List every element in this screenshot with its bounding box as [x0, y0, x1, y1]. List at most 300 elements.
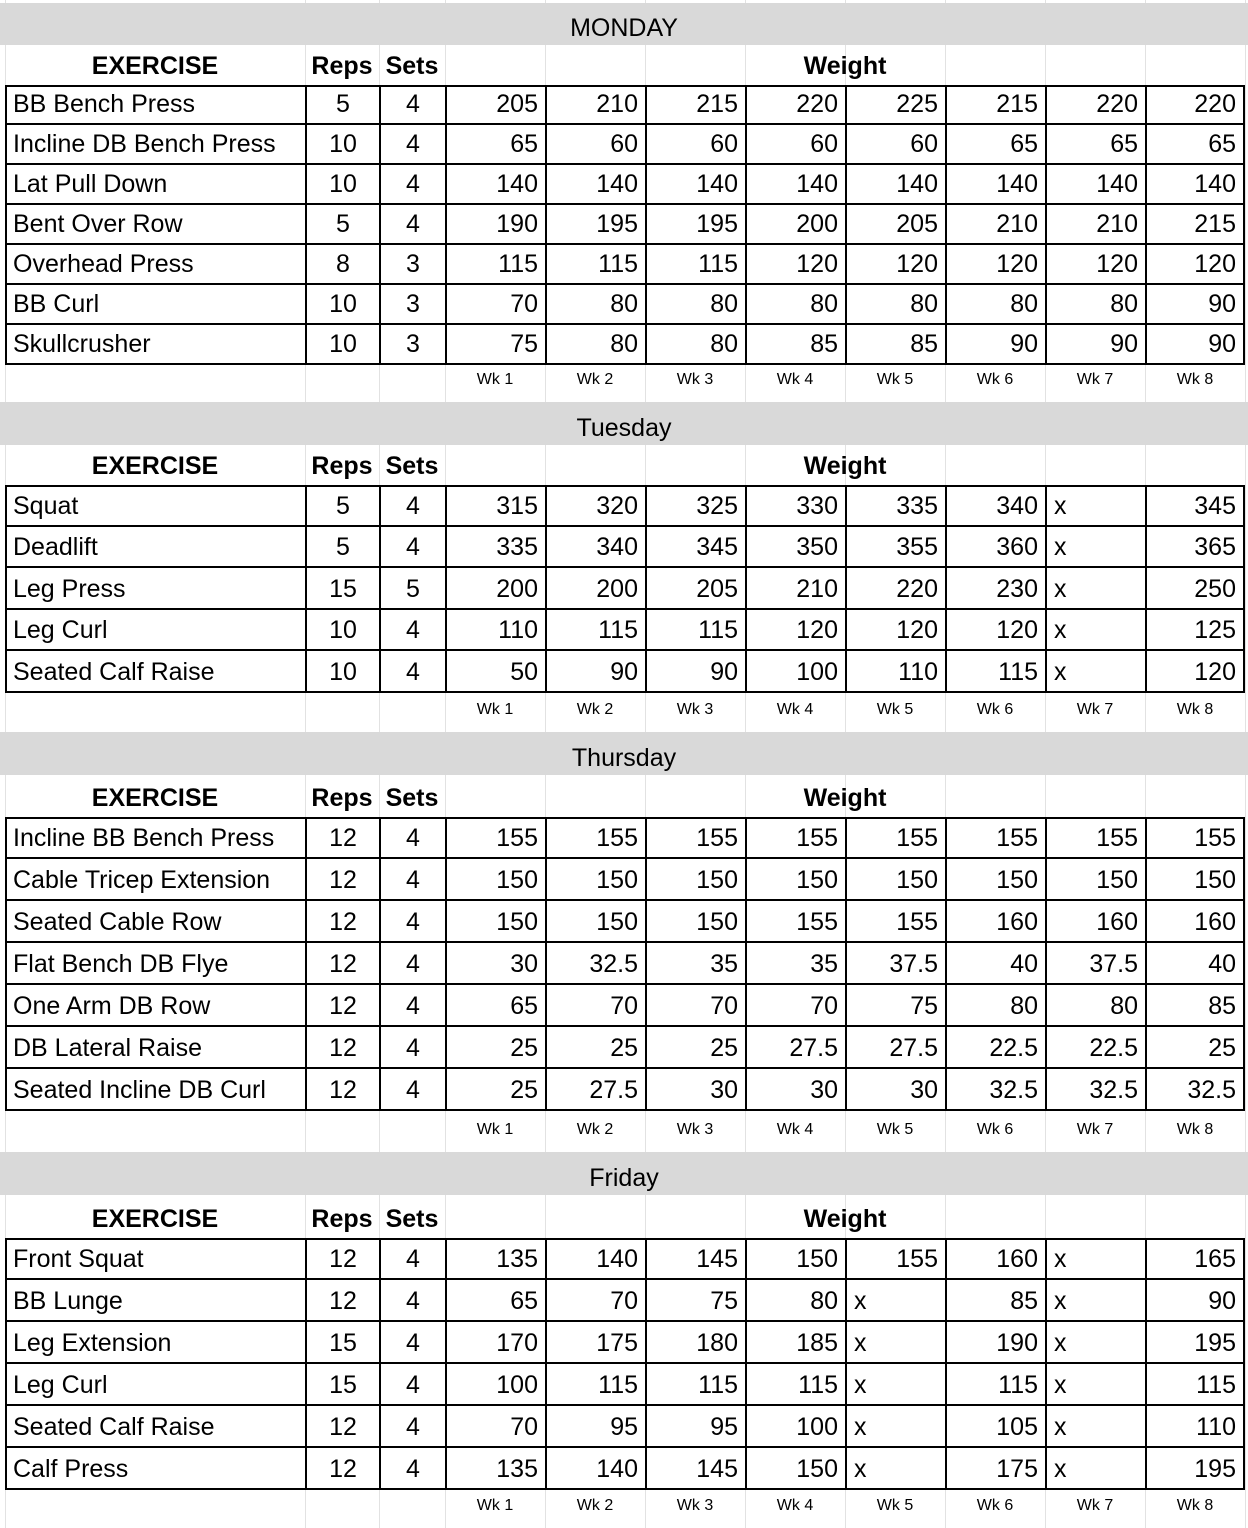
weight-cell-wk3[interactable]: 145	[645, 1238, 745, 1280]
weight-cell-wk7[interactable]: x	[1045, 568, 1145, 610]
weight-cell-wk2[interactable]: 95	[545, 1406, 645, 1448]
reps-cell[interactable]: 12	[305, 1238, 379, 1280]
sets-cell[interactable]: 4	[379, 610, 445, 652]
gridline	[1245, 1027, 1246, 1069]
weight-cell-wk5[interactable]: 30	[845, 1069, 945, 1111]
weight-cell-wk6[interactable]: 150	[945, 859, 1045, 901]
exercise-cell[interactable]: BB Bench Press	[5, 85, 305, 125]
exercise-cell[interactable]: Seated Calf Raise	[5, 651, 305, 693]
weight-cell-wk3[interactable]: 75	[645, 1280, 745, 1322]
reps-cell[interactable]: 12	[305, 1448, 379, 1490]
weight-cell-wk8[interactable]: 90	[1145, 325, 1245, 365]
weight-cell-wk5[interactable]: 150	[845, 859, 945, 901]
weight-cell-wk4[interactable]: 330	[745, 485, 845, 527]
weight-cell-wk5[interactable]: 37.5	[845, 943, 945, 985]
day-title: Thursday	[571, 744, 677, 772]
column-header-row	[0, 775, 1248, 817]
weight-cell-wk5[interactable]: x	[845, 1364, 945, 1406]
sets-cell[interactable]: 4	[379, 527, 445, 569]
week-label: Wk 3	[676, 1497, 714, 1514]
weight-cell-wk5[interactable]: 155	[845, 1238, 945, 1280]
weight-cell-wk8[interactable]: 115	[1145, 1364, 1245, 1406]
weight-cell-wk4[interactable]: 70	[745, 985, 845, 1027]
table-row	[0, 651, 1248, 693]
exercise-cell[interactable]: Deadlift	[5, 527, 305, 569]
weight-cell-wk5[interactable]: 335	[845, 485, 945, 527]
sets-cell[interactable]: 3	[379, 245, 445, 285]
weight-cell-wk5[interactable]: 155	[845, 817, 945, 859]
sets-cell[interactable]: 3	[379, 325, 445, 365]
weight-cell-wk6[interactable]: 80	[945, 285, 1045, 325]
weight-cell-wk8[interactable]: 365	[1145, 527, 1245, 569]
reps-cell[interactable]: 5	[305, 527, 379, 569]
weight-cell-wk1[interactable]: 115	[445, 245, 545, 285]
weight-cell-wk3[interactable]: 80	[645, 325, 745, 365]
weight-cell-wk7[interactable]: 22.5	[1045, 1027, 1145, 1069]
weight-cell-wk2[interactable]: 140	[545, 165, 645, 205]
weight-cell-wk3[interactable]: 25	[645, 1027, 745, 1069]
weight-cell-wk2[interactable]: 200	[545, 568, 645, 610]
gridline	[1245, 901, 1246, 943]
weight-cell-wk7[interactable]: 65	[1045, 125, 1145, 165]
reps-cell[interactable]: 10	[305, 651, 379, 693]
weight-cell-wk4[interactable]: 115	[745, 1364, 845, 1406]
weight-cell-wk3[interactable]: 150	[645, 901, 745, 943]
weight-cell-wk5[interactable]: 27.5	[845, 1027, 945, 1069]
weight-cell-wk7[interactable]: 155	[1045, 817, 1145, 859]
weight-cell-wk2[interactable]: 60	[545, 125, 645, 165]
weight-cell-wk4[interactable]: 85	[745, 325, 845, 365]
sets-cell[interactable]: 4	[379, 943, 445, 985]
weight-cell-wk3[interactable]: 145	[645, 1448, 745, 1490]
weight-cell-wk3[interactable]: 90	[645, 651, 745, 693]
weight-cell-wk6[interactable]: 175	[945, 1448, 1045, 1490]
weight-cell-wk1[interactable]: 315	[445, 485, 545, 527]
weight-cell-wk6[interactable]: 230	[945, 568, 1045, 610]
day-header-band	[0, 3, 1248, 45]
weight-cell-wk1[interactable]: 75	[445, 325, 545, 365]
weight-cell-wk8[interactable]: 140	[1145, 165, 1245, 205]
weight-cell-wk4[interactable]: 155	[745, 901, 845, 943]
weight-cell-wk4[interactable]: 185	[745, 1322, 845, 1364]
weight-cell-wk3[interactable]: 80	[645, 285, 745, 325]
exercise-cell[interactable]: Front Squat	[5, 1238, 305, 1280]
exercise-cell[interactable]: Leg Curl	[5, 1364, 305, 1406]
weight-cell-wk2[interactable]: 195	[545, 205, 645, 245]
weight-cell-wk8[interactable]: 120	[1145, 651, 1245, 693]
sets-cell[interactable]: 4	[379, 1280, 445, 1322]
weight-cell-wk1[interactable]: 150	[445, 901, 545, 943]
weight-cell-wk3[interactable]: 30	[645, 1069, 745, 1111]
reps-cell[interactable]: 12	[305, 1027, 379, 1069]
weight-cell-wk6[interactable]: 22.5	[945, 1027, 1045, 1069]
sets-cell[interactable]: 4	[379, 901, 445, 943]
weight-cell-wk7[interactable]: x	[1045, 1280, 1145, 1322]
sets-cell[interactable]: 4	[379, 125, 445, 165]
exercise-cell[interactable]: Overhead Press	[5, 245, 305, 285]
weight-cell-wk6[interactable]: 340	[945, 485, 1045, 527]
weight-cell-wk5[interactable]: 120	[845, 245, 945, 285]
sets-cell[interactable]: 4	[379, 205, 445, 245]
sets-cell[interactable]: 4	[379, 1322, 445, 1364]
weight-cell-wk6[interactable]: 85	[945, 1280, 1045, 1322]
weight-cell-wk2[interactable]: 70	[545, 985, 645, 1027]
weight-cell-wk8[interactable]: 220	[1145, 85, 1245, 125]
weight-cell-wk1[interactable]: 140	[445, 165, 545, 205]
reps-cell[interactable]: 12	[305, 1406, 379, 1448]
reps-cell[interactable]: 8	[305, 245, 379, 285]
sets-cell[interactable]: 3	[379, 285, 445, 325]
exercise-cell[interactable]: Lat Pull Down	[5, 165, 305, 205]
weight-cell-wk1[interactable]: 100	[445, 1364, 545, 1406]
sets-cell[interactable]: 4	[379, 85, 445, 125]
weight-cell-wk3[interactable]: 115	[645, 245, 745, 285]
weight-cell-wk6[interactable]: 32.5	[945, 1069, 1045, 1111]
weight-cell-wk2[interactable]: 150	[545, 859, 645, 901]
reps-cell[interactable]: 10	[305, 325, 379, 365]
weight-cell-wk5[interactable]: 60	[845, 125, 945, 165]
weight-cell-wk4[interactable]: 200	[745, 205, 845, 245]
sets-cell[interactable]: 4	[379, 1069, 445, 1111]
weight-cell-wk8[interactable]: 120	[1145, 245, 1245, 285]
weight-cell-wk5[interactable]: 205	[845, 205, 945, 245]
weight-cell-wk3[interactable]: 150	[645, 859, 745, 901]
weight-cell-wk7[interactable]: 90	[1045, 325, 1145, 365]
weight-cell-wk5[interactable]: 155	[845, 901, 945, 943]
exercise-cell[interactable]: DB Lateral Raise	[5, 1027, 305, 1069]
exercise-cell[interactable]: Cable Tricep Extension	[5, 859, 305, 901]
weight-cell-wk7[interactable]: x	[1045, 527, 1145, 569]
exercise-cell[interactable]: Incline DB Bench Press	[5, 125, 305, 165]
weight-cell-wk8[interactable]: 110	[1145, 1406, 1245, 1448]
weight-cell-wk5[interactable]: x	[845, 1448, 945, 1490]
exercise-cell[interactable]: Leg Extension	[5, 1322, 305, 1364]
reps-cell[interactable]: 12	[305, 817, 379, 859]
weight-cell-wk7[interactable]: 220	[1045, 85, 1145, 125]
sets-cell[interactable]: 5	[379, 568, 445, 610]
weight-cell-wk1[interactable]: 25	[445, 1027, 545, 1069]
weight-cell-wk1[interactable]: 25	[445, 1069, 545, 1111]
weight-cell-wk1[interactable]: 150	[445, 859, 545, 901]
reps-cell[interactable]: 15	[305, 1364, 379, 1406]
weight-cell-wk2[interactable]: 210	[545, 85, 645, 125]
weight-cell-wk2[interactable]: 140	[545, 1238, 645, 1280]
reps-cell[interactable]: 10	[305, 285, 379, 325]
exercise-header: EXERCISE	[91, 1205, 219, 1233]
weight-cell-wk6[interactable]: 210	[945, 205, 1045, 245]
weight-cell-wk6[interactable]: 105	[945, 1406, 1045, 1448]
weight-cell-wk1[interactable]: 110	[445, 610, 545, 652]
weight-cell-wk3[interactable]: 325	[645, 485, 745, 527]
weight-cell-wk2[interactable]: 115	[545, 1364, 645, 1406]
weight-cell-wk1[interactable]: 65	[445, 985, 545, 1027]
sets-cell[interactable]: 4	[379, 859, 445, 901]
weight-cell-wk3[interactable]: 95	[645, 1406, 745, 1448]
weight-cell-wk7[interactable]: x	[1045, 1322, 1145, 1364]
weight-cell-wk1[interactable]: 65	[445, 1280, 545, 1322]
weight-cell-wk4[interactable]: 210	[745, 568, 845, 610]
exercise-header: EXERCISE	[91, 452, 219, 480]
gridline	[305, 693, 306, 732]
exercise-cell[interactable]: Leg Press	[5, 568, 305, 610]
weight-cell-wk3[interactable]: 180	[645, 1322, 745, 1364]
weight-cell-wk5[interactable]: 85	[845, 325, 945, 365]
exercise-cell[interactable]: BB Curl	[5, 285, 305, 325]
weight-cell-wk2[interactable]: 25	[545, 1027, 645, 1069]
weight-cell-wk4[interactable]: 150	[745, 859, 845, 901]
weight-cell-wk5[interactable]: x	[845, 1280, 945, 1322]
exercise-cell[interactable]: Leg Curl	[5, 610, 305, 652]
weight-cell-wk1[interactable]: 205	[445, 85, 545, 125]
weight-cell-wk7[interactable]: x	[1045, 1406, 1145, 1448]
weight-cell-wk4[interactable]: 60	[745, 125, 845, 165]
weight-cell-wk8[interactable]: 195	[1145, 1322, 1245, 1364]
weight-cell-wk4[interactable]: 155	[745, 817, 845, 859]
weight-cell-wk3[interactable]: 115	[645, 1364, 745, 1406]
weight-cell-wk4[interactable]: 80	[745, 1280, 845, 1322]
weight-cell-wk1[interactable]: 70	[445, 1406, 545, 1448]
exercise-cell[interactable]: Flat Bench DB Flye	[5, 943, 305, 985]
weight-cell-wk2[interactable]: 320	[545, 485, 645, 527]
weight-cell-wk1[interactable]: 170	[445, 1322, 545, 1364]
weight-cell-wk8[interactable]: 155	[1145, 817, 1245, 859]
reps-cell[interactable]: 12	[305, 943, 379, 985]
reps-cell[interactable]: 12	[305, 901, 379, 943]
weight-cell-wk8[interactable]: 150	[1145, 859, 1245, 901]
weight-cell-wk3[interactable]: 140	[645, 165, 745, 205]
exercise-cell[interactable]: Incline BB Bench Press	[5, 817, 305, 859]
weight-cell-wk4[interactable]: 120	[745, 245, 845, 285]
table-row	[0, 985, 1248, 1027]
weight-cell-wk1[interactable]: 50	[445, 651, 545, 693]
weight-cell-wk3[interactable]: 60	[645, 125, 745, 165]
weight-cell-wk5[interactable]: 140	[845, 165, 945, 205]
weight-cell-wk8[interactable]: 195	[1145, 1448, 1245, 1490]
weight-cell-wk6[interactable]: 120	[945, 610, 1045, 652]
gridline	[1245, 325, 1246, 365]
weight-cell-wk4[interactable]: 150	[745, 1238, 845, 1280]
reps-cell[interactable]: 10	[305, 125, 379, 165]
weight-cell-wk3[interactable]: 195	[645, 205, 745, 245]
weight-cell-wk1[interactable]: 135	[445, 1448, 545, 1490]
weight-cell-wk7[interactable]: x	[1045, 485, 1145, 527]
weight-cell-wk8[interactable]: 165	[1145, 1238, 1245, 1280]
exercise-cell[interactable]: Skullcrusher	[5, 325, 305, 365]
weight-cell-wk8[interactable]: 40	[1145, 943, 1245, 985]
weight-cell-wk8[interactable]: 90	[1145, 285, 1245, 325]
gridline	[1245, 1280, 1246, 1322]
reps-cell[interactable]: 10	[305, 165, 379, 205]
weight-cell-wk1[interactable]: 190	[445, 205, 545, 245]
weight-cell-wk3[interactable]: 155	[645, 817, 745, 859]
weight-cell-wk1[interactable]: 70	[445, 285, 545, 325]
sets-cell[interactable]: 4	[379, 985, 445, 1027]
sets-cell[interactable]: 4	[379, 651, 445, 693]
weight-cell-wk6[interactable]: 140	[945, 165, 1045, 205]
sets-cell[interactable]: 4	[379, 1027, 445, 1069]
sets-cell[interactable]: 4	[379, 485, 445, 527]
weight-cell-wk1[interactable]: 335	[445, 527, 545, 569]
reps-cell[interactable]: 15	[305, 568, 379, 610]
weight-cell-wk1[interactable]: 200	[445, 568, 545, 610]
weight-cell-wk4[interactable]: 140	[745, 165, 845, 205]
weight-cell-wk4[interactable]: 100	[745, 651, 845, 693]
weight-cell-wk4[interactable]: 100	[745, 1406, 845, 1448]
weight-cell-wk8[interactable]: 250	[1145, 568, 1245, 610]
weight-cell-wk6[interactable]: 80	[945, 985, 1045, 1027]
weight-cell-wk1[interactable]: 30	[445, 943, 545, 985]
weight-cell-wk8[interactable]: 90	[1145, 1280, 1245, 1322]
weight-cell-wk2[interactable]: 140	[545, 1448, 645, 1490]
week-label: Wk 4	[776, 1121, 814, 1138]
exercise-cell[interactable]: Seated Cable Row	[5, 901, 305, 943]
table-row	[0, 1069, 1248, 1111]
weight-cell-wk1[interactable]: 65	[445, 125, 545, 165]
weight-cell-wk4[interactable]: 150	[745, 1448, 845, 1490]
weight-cell-wk7[interactable]: 140	[1045, 165, 1145, 205]
weight-cell-wk7[interactable]: 160	[1045, 901, 1145, 943]
weight-cell-wk8[interactable]: 65	[1145, 125, 1245, 165]
weight-cell-wk2[interactable]: 80	[545, 285, 645, 325]
weight-cell-wk5[interactable]: x	[845, 1322, 945, 1364]
weight-cell-wk8[interactable]: 215	[1145, 205, 1245, 245]
sets-cell[interactable]: 4	[379, 165, 445, 205]
weight-cell-wk6[interactable]: 120	[945, 245, 1045, 285]
weight-cell-wk3[interactable]: 205	[645, 568, 745, 610]
week-label: Wk 7	[1076, 701, 1114, 718]
weight-cell-wk3[interactable]: 70	[645, 985, 745, 1027]
weight-cell-wk7[interactable]: 120	[1045, 245, 1145, 285]
weight-cell-wk2[interactable]: 32.5	[545, 943, 645, 985]
weight-cell-wk7[interactable]: x	[1045, 1238, 1145, 1280]
weight-cell-wk5[interactable]: 355	[845, 527, 945, 569]
reps-cell[interactable]: 10	[305, 610, 379, 652]
weight-cell-wk8[interactable]: 125	[1145, 610, 1245, 652]
weight-cell-wk2[interactable]: 115	[545, 245, 645, 285]
weight-header: Weight	[803, 784, 887, 812]
weight-cell-wk2[interactable]: 80	[545, 325, 645, 365]
reps-cell[interactable]: 12	[305, 985, 379, 1027]
exercise-cell[interactable]: Seated Incline DB Curl	[5, 1069, 305, 1111]
weight-cell-wk6[interactable]: 190	[945, 1322, 1045, 1364]
exercise-cell[interactable]: Bent Over Row	[5, 205, 305, 245]
weight-cell-wk5[interactable]: 225	[845, 85, 945, 125]
weight-cell-wk3[interactable]: 215	[645, 85, 745, 125]
weight-cell-wk8[interactable]: 85	[1145, 985, 1245, 1027]
weight-cell-wk4[interactable]: 120	[745, 610, 845, 652]
weight-cell-wk6[interactable]: 40	[945, 943, 1045, 985]
weight-cell-wk7[interactable]: x	[1045, 610, 1145, 652]
weight-cell-wk7[interactable]: x	[1045, 1364, 1145, 1406]
weight-cell-wk5[interactable]: 80	[845, 285, 945, 325]
weight-cell-wk6[interactable]: 215	[945, 85, 1045, 125]
weight-cell-wk4[interactable]: 220	[745, 85, 845, 125]
weight-cell-wk7[interactable]: x	[1045, 1448, 1145, 1490]
weight-cell-wk6[interactable]: 90	[945, 325, 1045, 365]
weight-cell-wk6[interactable]: 115	[945, 651, 1045, 693]
exercise-cell[interactable]: One Arm DB Row	[5, 985, 305, 1027]
reps-cell[interactable]: 5	[305, 205, 379, 245]
weight-cell-wk5[interactable]: 75	[845, 985, 945, 1027]
weight-cell-wk2[interactable]: 150	[545, 901, 645, 943]
weight-header: Weight	[803, 52, 887, 80]
weight-cell-wk5[interactable]: 120	[845, 610, 945, 652]
weight-cell-wk5[interactable]: 110	[845, 651, 945, 693]
weight-cell-wk1[interactable]: 135	[445, 1238, 545, 1280]
weight-cell-wk2[interactable]: 155	[545, 817, 645, 859]
gridline	[1245, 1111, 1246, 1152]
weight-cell-wk7[interactable]: 210	[1045, 205, 1145, 245]
weight-cell-wk5[interactable]: 220	[845, 568, 945, 610]
weight-cell-wk7[interactable]: x	[1045, 651, 1145, 693]
weight-cell-wk2[interactable]: 27.5	[545, 1069, 645, 1111]
sets-cell[interactable]: 4	[379, 1364, 445, 1406]
weight-cell-wk1[interactable]: 155	[445, 817, 545, 859]
reps-cell[interactable]: 12	[305, 1280, 379, 1322]
sets-cell[interactable]: 4	[379, 1238, 445, 1280]
weight-cell-wk4[interactable]: 27.5	[745, 1027, 845, 1069]
exercise-cell[interactable]: Seated Calf Raise	[5, 1406, 305, 1448]
weight-cell-wk6[interactable]: 115	[945, 1364, 1045, 1406]
weight-cell-wk8[interactable]: 160	[1145, 901, 1245, 943]
reps-cell[interactable]: 15	[305, 1322, 379, 1364]
weight-cell-wk2[interactable]: 175	[545, 1322, 645, 1364]
weight-cell-wk4[interactable]: 30	[745, 1069, 845, 1111]
day-title: MONDAY	[570, 14, 678, 42]
table-row	[0, 943, 1248, 985]
weight-cell-wk5[interactable]: x	[845, 1406, 945, 1448]
weight-cell-wk2[interactable]: 115	[545, 610, 645, 652]
weight-cell-wk2[interactable]: 340	[545, 527, 645, 569]
week-label: Wk 3	[676, 701, 714, 718]
weight-cell-wk8[interactable]: 25	[1145, 1027, 1245, 1069]
weight-cell-wk7[interactable]: 37.5	[1045, 943, 1145, 985]
reps-cell[interactable]: 5	[305, 85, 379, 125]
weight-cell-wk7[interactable]: 32.5	[1045, 1069, 1145, 1111]
exercise-cell[interactable]: Squat	[5, 485, 305, 527]
table-row	[0, 901, 1248, 943]
weight-cell-wk8[interactable]: 32.5	[1145, 1069, 1245, 1111]
weight-cell-wk2[interactable]: 90	[545, 651, 645, 693]
weight-cell-wk3[interactable]: 115	[645, 610, 745, 652]
weight-cell-wk8[interactable]: 345	[1145, 485, 1245, 527]
weight-cell-wk2[interactable]: 70	[545, 1280, 645, 1322]
reps-cell[interactable]: 12	[305, 859, 379, 901]
exercise-cell[interactable]: BB Lunge	[5, 1280, 305, 1322]
weight-cell-wk6[interactable]: 160	[945, 1238, 1045, 1280]
weight-cell-wk6[interactable]: 65	[945, 125, 1045, 165]
weight-cell-wk4[interactable]: 35	[745, 943, 845, 985]
sets-cell[interactable]: 4	[379, 817, 445, 859]
weight-cell-wk7[interactable]: 80	[1045, 985, 1145, 1027]
weight-cell-wk4[interactable]: 350	[745, 527, 845, 569]
sets-cell[interactable]: 4	[379, 1406, 445, 1448]
reps-cell[interactable]: 5	[305, 485, 379, 527]
sets-header: Sets	[385, 452, 439, 480]
weight-cell-wk7[interactable]: 150	[1045, 859, 1145, 901]
exercise-cell[interactable]: Calf Press	[5, 1448, 305, 1490]
weight-cell-wk4[interactable]: 80	[745, 285, 845, 325]
weight-cell-wk3[interactable]: 345	[645, 527, 745, 569]
sets-cell[interactable]: 4	[379, 1448, 445, 1490]
reps-cell[interactable]: 12	[305, 1069, 379, 1111]
weight-cell-wk7[interactable]: 80	[1045, 285, 1145, 325]
week-label: Wk 7	[1076, 371, 1114, 388]
weight-cell-wk6[interactable]: 155	[945, 817, 1045, 859]
weight-cell-wk6[interactable]: 160	[945, 901, 1045, 943]
weight-cell-wk3[interactable]: 35	[645, 943, 745, 985]
weight-cell-wk6[interactable]: 360	[945, 527, 1045, 569]
